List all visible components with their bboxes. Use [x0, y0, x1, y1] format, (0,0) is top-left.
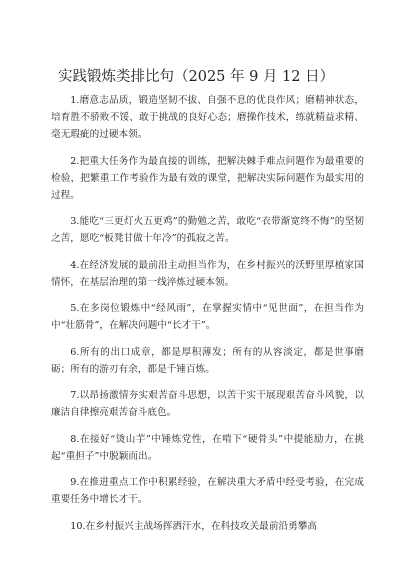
document-body: [51, 92, 364, 535]
paragraph-6: 6.所有的出口成章，都是厚积薄发；所有的从容淡定，都是世事磨砺；所有的游刃有余，都是千锤百炼。: [51, 346, 364, 375]
paragraph-9: 9.在推进重点工作中积累经验，在解决重大矛盾中经受考验，在完成重要任务中增长才干。: [51, 477, 364, 505]
paragraph-10: 10.在乡村振兴主战场挥洒汗水，在科技攻关最前沿勇攀高: [70, 520, 318, 532]
paragraph-2: 2.把重大任务作为最直接的训练，把解决棘手难点问题作为最重要的检验，把繁重工作考验作为最有效的课堂，把解决实际问题作为最实用的过程。: [51, 155, 364, 201]
paragraph-4: 4.在经济发展的最前沿主动担当作为，在乡村振兴的沃野里厚植家国情怀，在基层治理的第一线淬炼过硬本领。: [51, 259, 364, 288]
paragraph-3: 3.能吃“三更灯火五更鸡”的勤勉之苦，敢吃“衣带渐宽终不悔”的坚韧之苦，愿吃“板凳甘做十年冷”的孤寂之苦。: [51, 216, 364, 244]
paragraph-5: 5.在多岗位锻炼中“经风雨”，在掌握实情中“见世面”，在担当作为中“壮筋骨”，在解决问题中“长才干”。: [51, 303, 364, 331]
paragraph-7: 7.以昂扬激情夯实艰苦奋斗思想，以苦干实干展现艰苦奋斗风貌，以廉洁自律擦亮艰苦奋斗底色。: [51, 390, 364, 418]
paragraph-8: 8.在接好“烫山芋”中锤炼党性，在啃下“硬骨头”中提能励力，在挑起“重担子”中脱颖而出。: [51, 433, 364, 462]
document-title: 实践锻炼类排比句（2025 年 9 月 12 日）: [58, 69, 335, 85]
paragraph-1: 1.磨意志品质，锻造坚韧不拔、自强不息的优良作风；磨精神状态，培育胜不骄败不馁、敢于挑战的良好心态；磨操作技术，练就精益求精、毫无瑕疵的过硬本领。: [51, 95, 364, 140]
